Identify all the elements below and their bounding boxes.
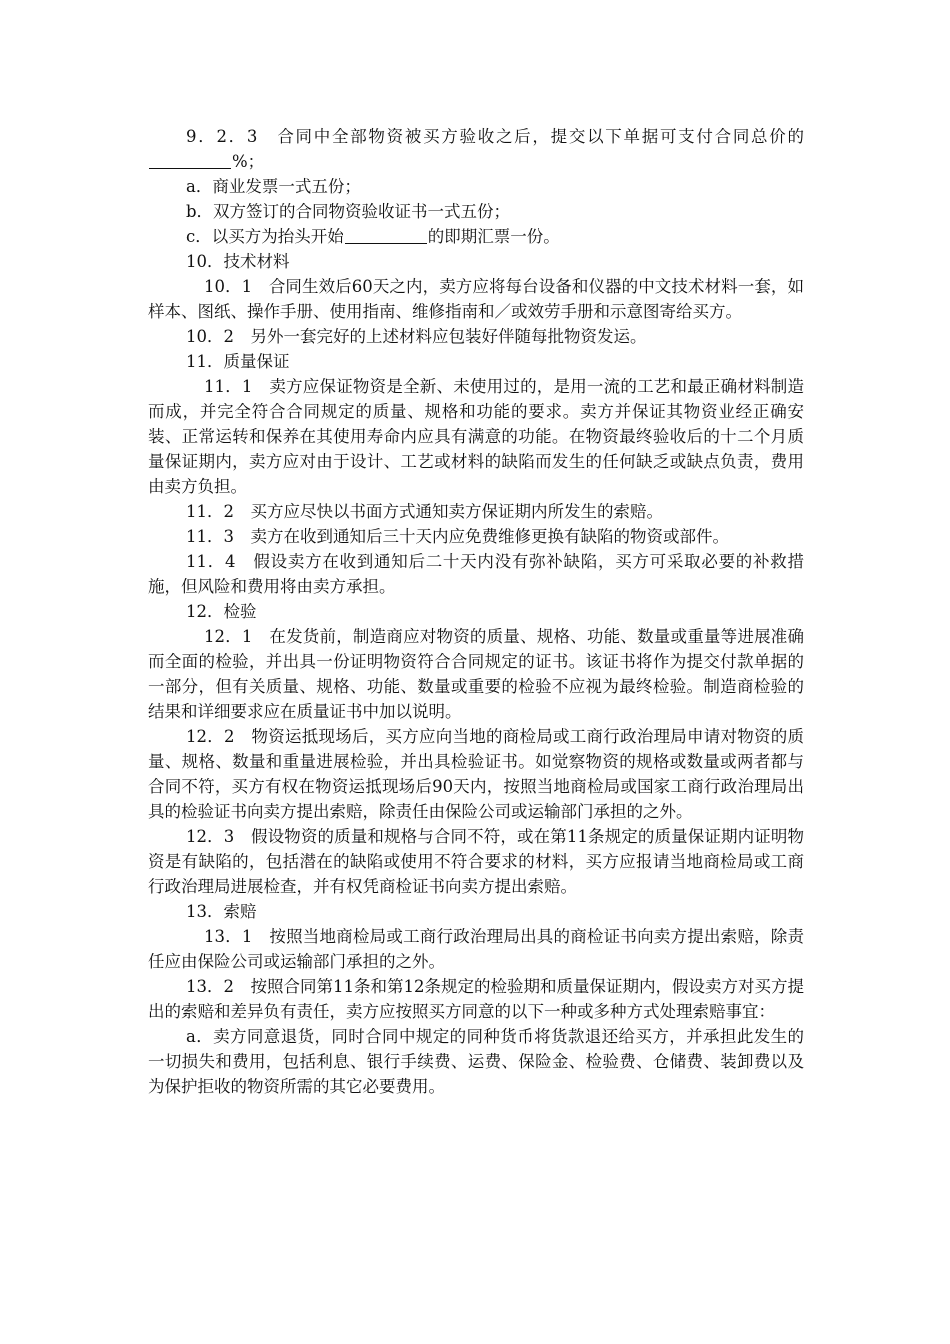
paragraph [148,274,804,324]
paragraph-text: 9．2．3 合同中全部物资被买方验收之后，提交以下单据可支付合同总价的 [186,127,804,146]
paragraph-text: 13．索赔 [186,902,257,921]
paragraph-text: 12．1 在发货前，制造商应对物资的质量、规格、功能、数量或重量等进展准确而全面的检验，并出具一份证明物资符合合同规定的证书。该证书将作为提交付款单据的一部分，但有关质量、规格、功能、数量或重要的检验不应视为最终检验。制造商检验的结果和详细要求应在质量证书中加以说明。 [148,627,804,721]
paragraph-text: 10．1 合同生效后60天之内，卖方应将每台设备和仪器的中文技术材料一套，如样本、图纸、操作手册、使用指南、维修指南和／或效劳手册和示意图寄给买方。 [148,277,804,321]
document-body [148,124,804,1099]
paragraph [148,724,804,824]
paragraph-text: c．以买方为抬头开始 [186,227,344,246]
section-heading [148,599,804,624]
section-heading [148,249,804,274]
paragraph [148,124,804,174]
paragraph [148,1024,804,1099]
paragraph-text: 13．2 按照合同第11条和第12条规定的检验期和质量保证期内，假设卖方对买方提出的索赔和差异负有责任，卖方应按照买方同意的以下一种或多种方式处理索赔事宜： [148,977,804,1021]
paragraph [148,524,804,549]
paragraph [148,549,804,599]
paragraph [148,924,804,974]
paragraph-text: 12．2 物资运抵现场后，买方应向当地的商检局或工商行政治理局申请对物资的质量、规格、数量和重量进展检验，并出具检验证书。如觉察物资的规格或数量或两者都与合同不符，买方有权在物资运抵现场后90天内，按照当地商检局或国家工商行政治理局出具的检验证书向卖方提出索赔，除责任由保险公司或运输部门承担的之外。 [148,727,804,821]
paragraph-text: b．双方签订的合同物资验收证书一式五份； [186,202,511,221]
paragraph [148,499,804,524]
paragraph-text: 12．检验 [186,602,257,621]
paragraph [148,624,804,724]
paragraph-text: 11．2 买方应尽快以书面方式通知卖方保证期内所发生的索赔。 [186,502,663,521]
fill-in-blank [345,227,427,244]
paragraph [148,199,804,224]
section-heading [148,349,804,374]
paragraph-text: a．卖方同意退货，同时合同中规定的同种货币将货款退还给买方，并承担此发生的一切损失和费用，包括利息、银行手续费、运费、保险金、检验费、仓储费、装卸费以及为保护拒收的物资所需的其它必要费用。 [148,1027,804,1096]
paragraph-text: 12．3 假设物资的质量和规格与合同不符，或在第11条规定的质量保证期内证明物资是有缺陷的，包括潜在的缺陷或使用不符合要求的材料，买方应报请当地商检局或工商行政治理局进展检查，并有权凭商检证书向卖方提出索赔。 [148,827,804,896]
paragraph-text: 11．4 假设卖方在收到通知后二十天内没有弥补缺陷，买方可采取必要的补救措施，但风险和费用将由卖方承担。 [148,552,804,596]
paragraph-text: a．商业发票一式五份； [186,177,361,196]
section-heading [148,899,804,924]
paragraph [148,974,804,1024]
paragraph-text: %； [232,152,265,171]
paragraph [148,224,804,249]
paragraph-text: 13．1 按照当地商检局或工商行政治理局出具的商检证书向卖方提出索赔，除责任应由保险公司或运输部门承担的之外。 [148,927,804,971]
paragraph [148,374,804,499]
paragraph-text: 11．3 卖方在收到通知后三十天内应免费维修更换有缺陷的物资或部件。 [186,527,729,546]
paragraph [148,824,804,899]
paragraph-text: 11．质量保证 [186,352,290,371]
paragraph-text: 11．1 卖方应保证物资是全新、未使用过的，是用一流的工艺和最正确材料制造而成，并完全符合合同规定的质量、规格和功能的要求。卖方并保证其物资业经正确安装、正常运转和保养在其使用寿命内应具有满意的功能。在物资最终验收后的十二个月质量保证期内，卖方应对由于设计、工艺或材料的缺陷而发生的任何缺乏或缺点负责，费用由卖方负担。 [148,377,804,496]
paragraph-text: 10．2 另外一套完好的上述材料应包装好伴随每批物资发运。 [186,327,647,346]
paragraph [148,324,804,349]
paragraph-text: 的即期汇票一份。 [427,227,560,246]
paragraph [148,174,804,199]
fill-in-blank [149,152,231,169]
paragraph-text: 10．技术材料 [186,252,290,271]
